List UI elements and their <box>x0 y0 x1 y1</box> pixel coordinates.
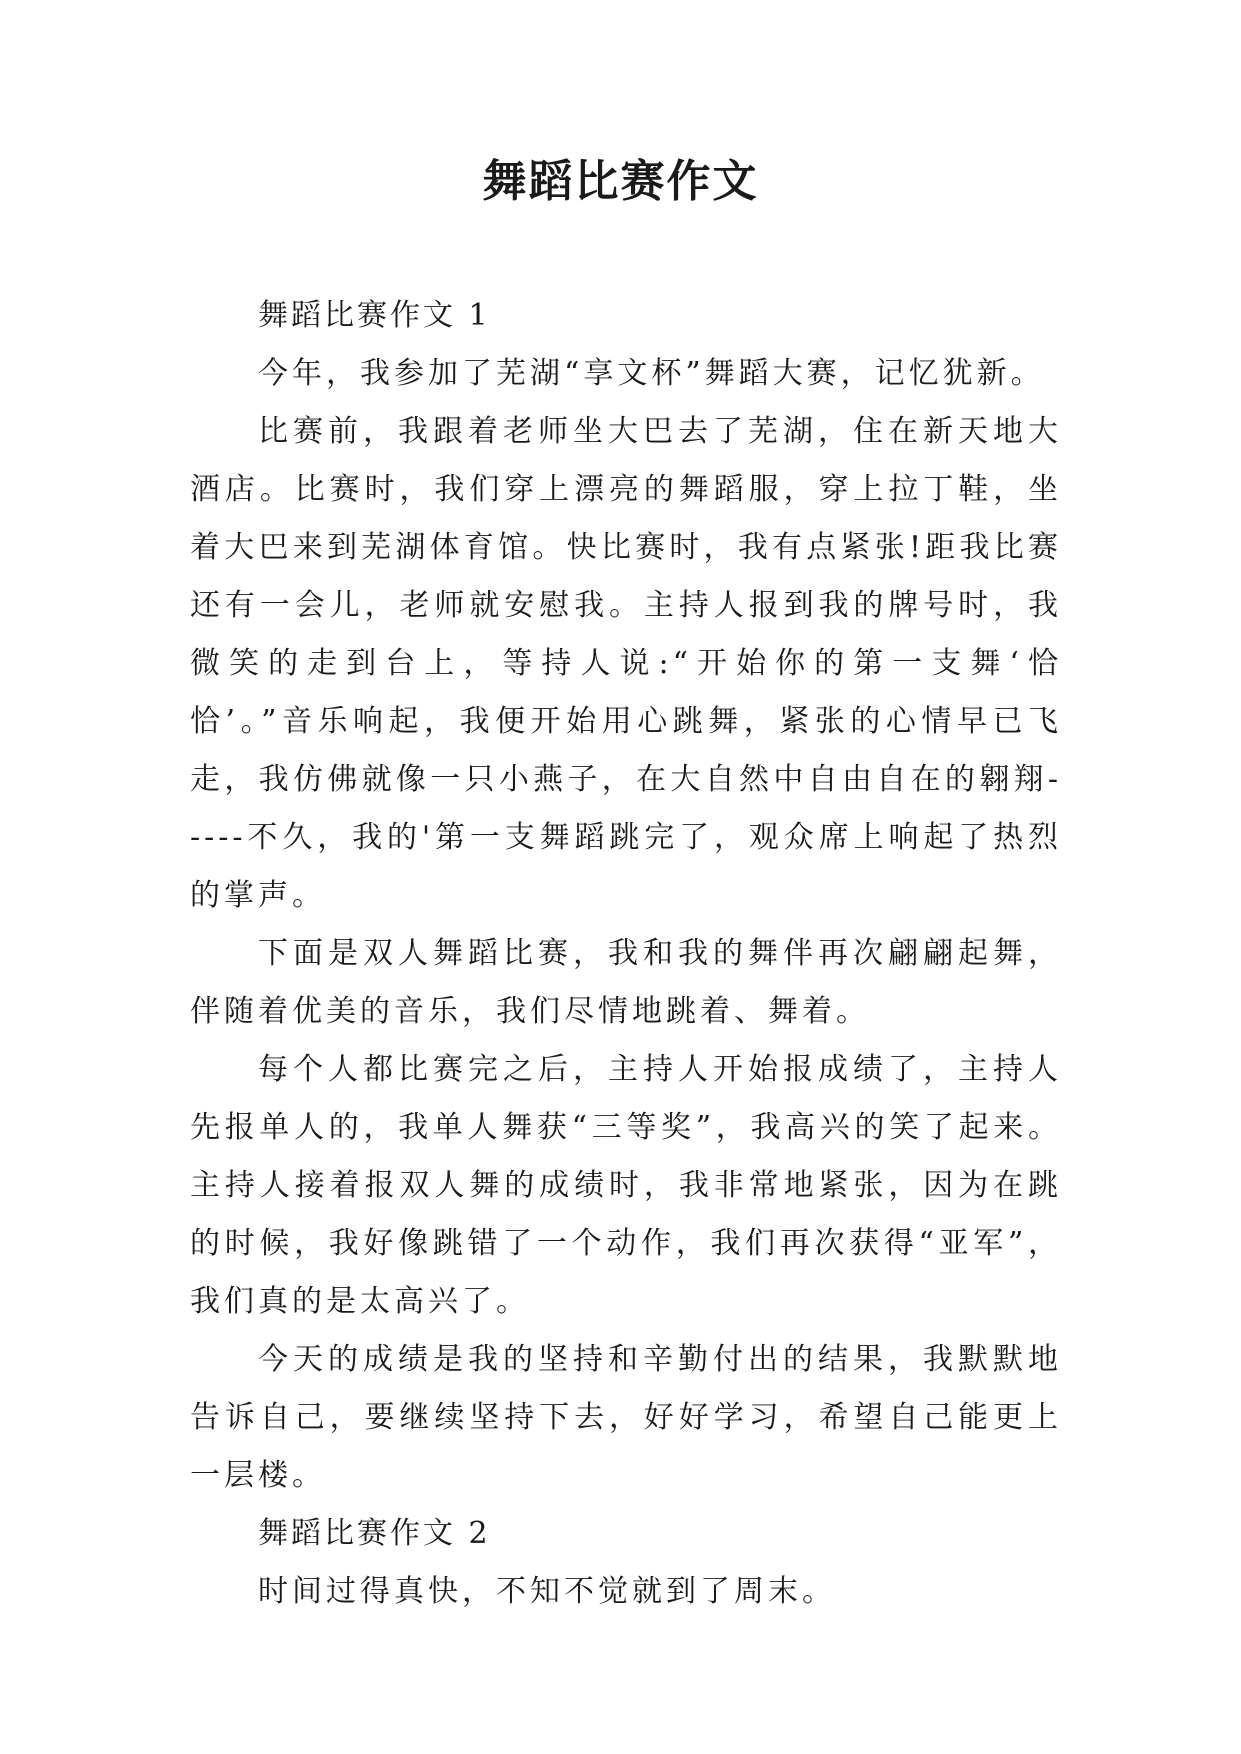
essay-heading-2: 舞蹈比赛作文 2 <box>258 1516 491 1551</box>
paragraph: 下面是双人舞蹈比赛，我和我的舞伴再次翩翩起舞，伴随着优美的音乐，我们尽情地跳着、舞着。 <box>190 936 1062 1029</box>
paragraph: 每个人都比赛完之后，主持人开始报成绩了，主持人先报单人的，我单人舞获“三等奖”，我高兴的笑了起来。主持人接着报双人舞的成绩时，我非常地紧张，因为在跳的时候，我好像跳错了一个动作，我们再次获得“亚军”，我们真的是太高兴了。 <box>190 1052 1062 1319</box>
essay-heading-1: 舞蹈比赛作文 1 <box>258 298 491 333</box>
paragraph: 今天的成绩是我的坚持和辛勤付出的结果，我默默地告诉自己，要继续坚持下去，好好学习，希望自己能更上一层楼。 <box>190 1342 1062 1493</box>
paragraph: 时间过得真快，不知不觉就到了周末。 <box>258 1574 836 1609</box>
document-title: 舞蹈比赛作文 <box>482 156 759 207</box>
paragraph: 比赛前，我跟着老师坐大巴去了芜湖，住在新天地大酒店。比赛时，我们穿上漂亮的舞蹈服，穿上拉丁鞋，坐着大巴来到芜湖体育馆。快比赛时，我有点紧张!距我比赛还有一会儿，老师就安慰我。主持人报到我的牌号时，我微笑的走到台上，等持人说:“开始你的第一支舞‘恰恰’。”音乐响起，我便开始用心跳舞，紧张的心情早已飞走，我仿佛就像一只小燕子，在大自然中自由自在的翱翔-----不久，我的'第一支舞蹈跳完了，观众席上响起了热烈的掌声。 <box>190 414 1062 913</box>
document-body <box>190 287 1062 1621</box>
paragraph: 今年，我参加了芜湖“享文杯”舞蹈大赛，记忆犹新。 <box>258 356 1045 391</box>
